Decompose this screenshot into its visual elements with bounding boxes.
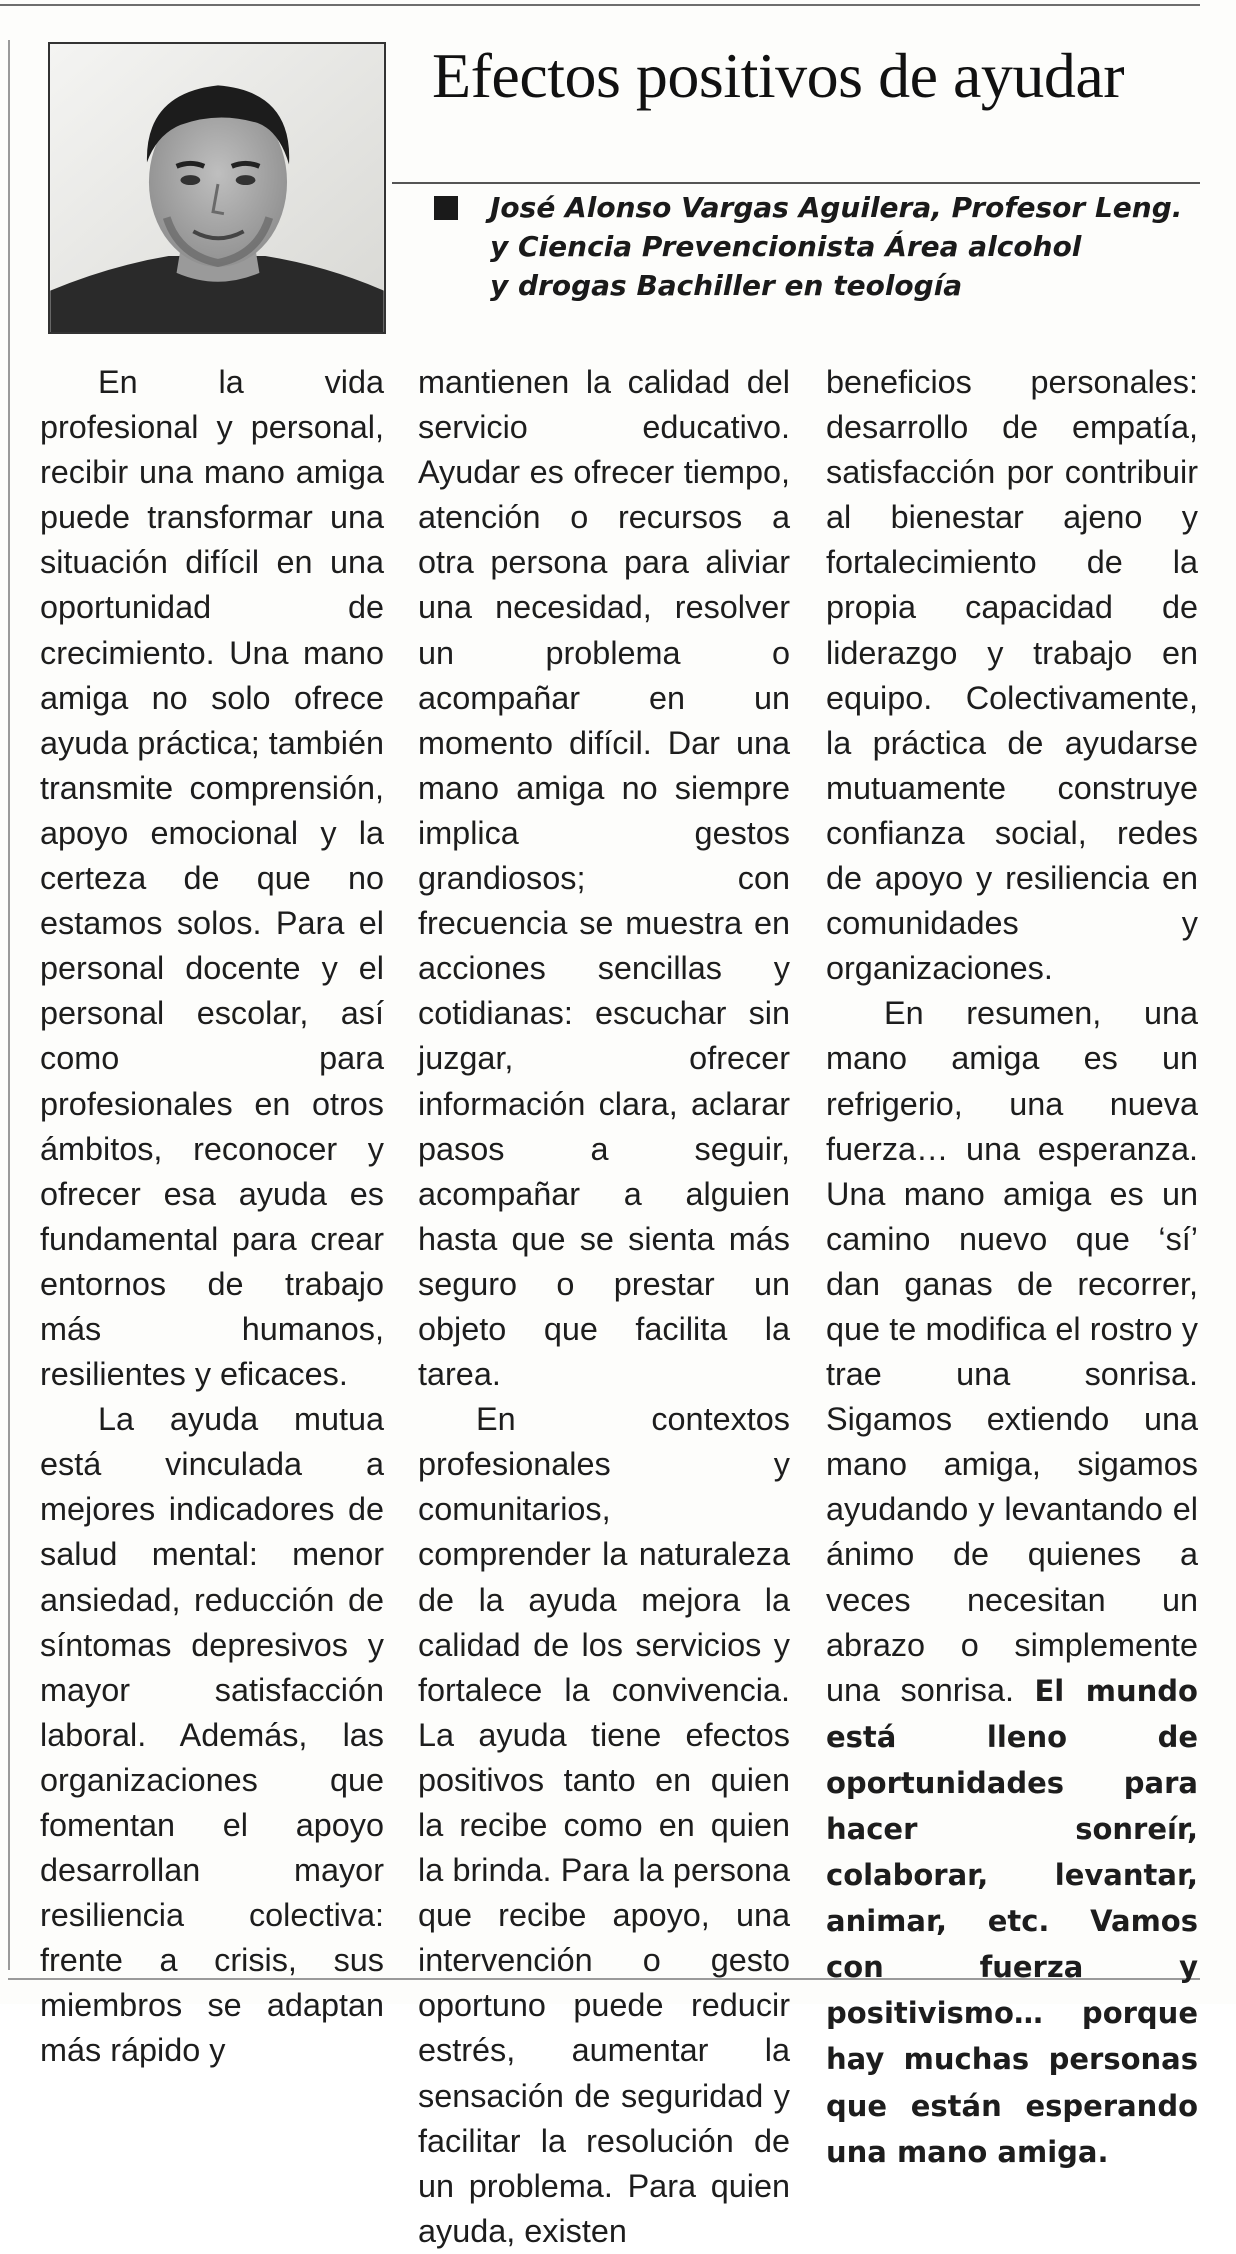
paragraph: beneficios personales: desarrollo de empatía, satisfacción por contribuir al bienestar ajeno y fortalecimiento de la propia capacidad de liderazgo y trabajo en equipo. Colectivamente, la práctica de ayudarse mutuamente construye confianza social, redes de apoyo y resiliencia en comunidades y organizaciones. [826,364,1198,987]
article-title: Efectos positivos de ayudar [432,40,1125,111]
author-portrait-image [50,44,384,332]
author-photo [48,42,386,334]
paragraph-text: En resumen, una mano amiga es un refrigerio, una nueva fuerza… una esperanza. Una mano amiga es un camino nuevo que ‘sí’ dan ganas de recorrer, que te modifica el rostro y trae una sonrisa. Sigamos extiendo una mano amiga, sigamos ayudando y levantando el ánimo de quienes a veces necesitan un abrazo o simplemente una sonrisa. [826,995,1198,1708]
column-3 [826,360,1198,2169]
paragraph [826,991,1198,2174]
paragraph: En contextos profesionales y comunitarios, comprender la naturaleza de la ayuda mejora la calidad de los servicios y fortalece la convivencia. La ayuda tiene efectos positivos tanto en quien la recibe como en quien la brinda. Para la persona que recibe apoyo, una intervención o gesto oportuno puede reducir estrés, aumentar la sensación de seguridad y facilitar la resolución de un problema. Para quien ayuda, existen [418,1401,790,2249]
column-2 [418,360,790,2249]
column-1 [40,360,384,2069]
paragraph: mantienen la calidad del servicio educativo. Ayudar es ofrecer tiempo, atención o recursos a otra persona para aliviar una necesidad, resolver un problema o acompañar en un momento difícil. Dar una mano amiga no siempre implica gestos grandiosos; con frecuencia se muestra en acciones sencillas y cotidianas: escuchar sin juzgar, ofrecer información clara, aclarar pasos a seguir, acompañar a alguien hasta que se sienta más seguro o prestar un objeto que facilita la tarea. [418,364,790,1393]
paragraph: En la vida profesional y personal, recibir una mano amiga puede transformar una situación difícil en una oportunidad de crecimiento. Una mano amiga no solo ofrece ayuda práctica; también transmite comprensión, apoyo emocional y la certeza de que no estamos solos. Para el personal docente y el personal escolar, así como para profesionales en otros ámbitos, reconocer y ofrecer esa ayuda es fundamental para crear entornos de trabajo más humanos, resilientes y eficaces. [40,364,384,1393]
byline-line-1: José Alonso Vargas Aguilera, Profesor Leng. [490,191,1183,224]
closing-bold-text: El mundo está lleno de oportunidades para hacer sonreír, colaborar, levantar, animar, etc. Vamos con fuerza y positivismo… porque hay muchas personas que están esperando una mano amiga. [826,1673,1198,2169]
left-rule [8,40,10,1970]
author-byline [490,188,1210,305]
top-rule [0,4,1200,6]
title-rule [392,182,1200,184]
byline-line-2: y Ciencia Prevencionista Área alcohol [490,230,1082,263]
byline-line-3: y drogas Bachiller en teología [490,269,963,302]
byline-square-icon [434,196,458,220]
paragraph: La ayuda mutua está vinculada a mejores indicadores de salud mental: menor ansiedad, reducción de síntomas depresivos y mayor satisfacción laboral. Además, las organizaciones que fomentan el apoyo desarrollan mayor resiliencia colectiva: frente a crisis, sus miembros se adaptan más rápido y [40,1401,384,2069]
